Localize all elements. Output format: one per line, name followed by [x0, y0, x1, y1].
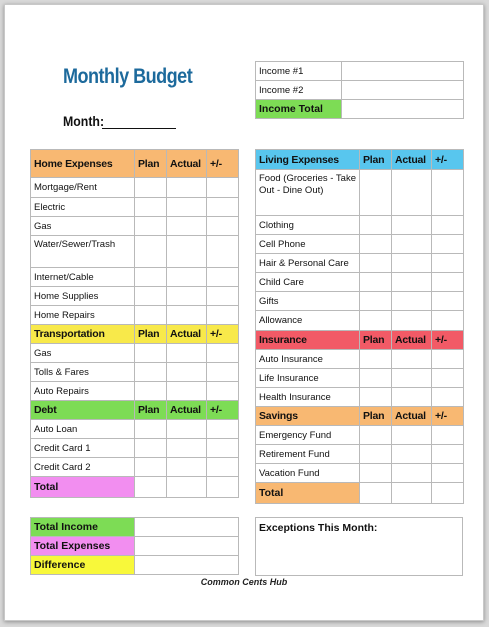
actual-cell[interactable] — [392, 235, 432, 254]
actual-cell[interactable] — [392, 170, 432, 216]
plan-cell[interactable] — [360, 483, 392, 504]
living-expenses-header — [256, 150, 464, 170]
row-label: Home Supplies — [31, 287, 135, 306]
table-row — [31, 198, 239, 217]
diff-cell[interactable] — [432, 273, 464, 292]
row-label: Credit Card 1 — [31, 439, 135, 458]
month-label: Month: — [63, 113, 105, 129]
diff-cell[interactable] — [207, 477, 239, 498]
actual-cell[interactable] — [392, 426, 432, 445]
row-label: Gas — [31, 344, 135, 363]
actual-header: Actual — [392, 407, 432, 426]
income-2-amount[interactable] — [342, 81, 464, 100]
plan-cell[interactable] — [135, 420, 167, 439]
diff-header: +/- — [207, 401, 239, 420]
actual-cell[interactable] — [392, 216, 432, 235]
diff-cell[interactable] — [207, 178, 239, 198]
diff-header: +/- — [207, 325, 239, 344]
actual-cell[interactable] — [167, 306, 207, 325]
table-row — [256, 311, 464, 331]
diff-cell[interactable] — [432, 292, 464, 311]
home-expenses-header — [31, 150, 239, 178]
actual-cell[interactable] — [167, 458, 207, 477]
summary-row — [31, 556, 239, 575]
plan-header: Plan — [360, 331, 392, 350]
summary-row — [31, 518, 239, 537]
diff-header: +/- — [432, 331, 464, 350]
actual-cell[interactable] — [392, 483, 432, 504]
table-row — [256, 273, 464, 292]
row-label: Credit Card 2 — [31, 458, 135, 477]
table-row — [31, 236, 239, 268]
row-label: Cell Phone — [256, 235, 360, 254]
income-total-row — [256, 100, 464, 119]
plan-cell[interactable] — [360, 464, 392, 483]
plan-cell[interactable] — [135, 458, 167, 477]
plan-cell[interactable] — [360, 254, 392, 273]
actual-cell[interactable] — [167, 217, 207, 236]
plan-cell[interactable] — [135, 178, 167, 198]
total-income-label: Total Income — [31, 518, 135, 537]
actual-cell[interactable] — [392, 445, 432, 464]
plan-cell[interactable] — [135, 363, 167, 382]
plan-cell[interactable] — [360, 292, 392, 311]
plan-cell[interactable] — [360, 273, 392, 292]
income-total-amount[interactable] — [342, 100, 464, 119]
actual-header: Actual — [392, 150, 432, 170]
plan-cell[interactable] — [135, 287, 167, 306]
transportation-label: Transportation — [31, 325, 135, 344]
table-row — [256, 426, 464, 445]
row-label: Auto Loan — [31, 420, 135, 439]
table-row — [256, 235, 464, 254]
actual-cell[interactable] — [392, 350, 432, 369]
actual-cell[interactable] — [167, 344, 207, 363]
plan-cell[interactable] — [135, 344, 167, 363]
diff-cell[interactable] — [432, 311, 464, 331]
diff-cell[interactable] — [432, 170, 464, 216]
diff-cell[interactable] — [207, 287, 239, 306]
savings-label: Savings — [256, 407, 360, 426]
plan-cell[interactable] — [360, 445, 392, 464]
actual-cell[interactable] — [392, 311, 432, 331]
table-row — [31, 420, 239, 439]
actual-cell[interactable] — [167, 198, 207, 217]
row-label: Tolls & Fares — [31, 363, 135, 382]
plan-header: Plan — [360, 407, 392, 426]
row-label: Auto Insurance — [256, 350, 360, 369]
actual-header: Actual — [167, 150, 207, 178]
table-row — [31, 287, 239, 306]
plan-cell[interactable] — [135, 439, 167, 458]
exceptions-box — [255, 517, 463, 576]
row-label: Hair & Personal Care — [256, 254, 360, 273]
income-total-label: Income Total — [256, 100, 342, 119]
diff-header: +/- — [432, 407, 464, 426]
plan-cell[interactable] — [360, 369, 392, 388]
row-label: Home Repairs — [31, 306, 135, 325]
table-row — [31, 344, 239, 363]
summary-row — [31, 537, 239, 556]
income-row — [256, 62, 464, 81]
plan-cell[interactable] — [135, 477, 167, 498]
plan-cell[interactable] — [135, 306, 167, 325]
savings-total-label: Total — [256, 483, 360, 504]
diff-cell[interactable] — [207, 439, 239, 458]
diff-header: +/- — [432, 150, 464, 170]
income-row — [256, 81, 464, 100]
plan-header: Plan — [135, 150, 167, 178]
diff-cell[interactable] — [432, 235, 464, 254]
table-row — [31, 363, 239, 382]
table-row — [31, 382, 239, 401]
exceptions-label[interactable]: Exceptions This Month: — [256, 518, 463, 576]
diff-cell[interactable] — [432, 216, 464, 235]
table-row — [31, 439, 239, 458]
plan-cell[interactable] — [360, 216, 392, 235]
row-label: Electric — [31, 198, 135, 217]
plan-cell[interactable] — [360, 388, 392, 407]
table-row — [256, 464, 464, 483]
table-row — [256, 445, 464, 464]
diff-cell[interactable] — [432, 483, 464, 504]
diff-cell[interactable] — [207, 217, 239, 236]
budget-page — [4, 4, 484, 621]
diff-cell[interactable] — [207, 268, 239, 287]
plan-cell[interactable] — [360, 311, 392, 331]
diff-cell[interactable] — [207, 382, 239, 401]
row-label: Water/Sewer/Trash — [31, 236, 135, 268]
row-label: Clothing — [256, 216, 360, 235]
plan-header: Plan — [135, 401, 167, 420]
actual-cell[interactable] — [167, 382, 207, 401]
row-label: Emergency Fund — [256, 426, 360, 445]
transportation-header — [31, 325, 239, 344]
diff-cell[interactable] — [207, 306, 239, 325]
actual-cell[interactable] — [167, 439, 207, 458]
diff-cell[interactable] — [207, 363, 239, 382]
plan-cell[interactable] — [135, 268, 167, 287]
debt-header — [31, 401, 239, 420]
row-label: Retirement Fund — [256, 445, 360, 464]
actual-cell[interactable] — [167, 178, 207, 198]
diff-cell[interactable] — [207, 198, 239, 217]
insurance-header — [256, 331, 464, 350]
diff-cell[interactable] — [432, 369, 464, 388]
row-label: Gifts — [256, 292, 360, 311]
income-1-amount[interactable] — [342, 62, 464, 81]
row-label: Gas — [31, 217, 135, 236]
table-row — [256, 254, 464, 273]
row-label: Internet/Cable — [31, 268, 135, 287]
diff-cell[interactable] — [432, 388, 464, 407]
actual-cell[interactable] — [392, 254, 432, 273]
table-row — [256, 292, 464, 311]
diff-header: +/- — [207, 150, 239, 178]
month-input-line[interactable] — [102, 128, 176, 129]
diff-cell[interactable] — [207, 458, 239, 477]
difference-value[interactable] — [135, 556, 239, 575]
table-row — [31, 306, 239, 325]
plan-header: Plan — [360, 150, 392, 170]
income-table — [255, 61, 464, 119]
actual-cell[interactable] — [167, 268, 207, 287]
table-row — [256, 369, 464, 388]
total-expenses-label: Total Expenses — [31, 537, 135, 556]
debt-total-row — [31, 477, 239, 498]
income-2-label: Income #2 — [256, 81, 342, 100]
summary-table — [30, 517, 239, 575]
plan-cell[interactable] — [135, 217, 167, 236]
home-expenses-label: Home Expenses — [31, 150, 135, 178]
row-label: Food (Groceries - Take Out - Dine Out) — [256, 170, 360, 216]
debt-label: Debt — [31, 401, 135, 420]
actual-cell[interactable] — [167, 287, 207, 306]
debt-total-label: Total — [31, 477, 135, 498]
left-budget-table — [30, 149, 239, 498]
living-expenses-label: Living Expenses — [256, 150, 360, 170]
table-row — [31, 268, 239, 287]
actual-cell[interactable] — [392, 292, 432, 311]
diff-cell[interactable] — [432, 445, 464, 464]
row-label: Mortgage/Rent — [31, 178, 135, 198]
actual-cell[interactable] — [392, 369, 432, 388]
diff-cell[interactable] — [207, 420, 239, 439]
actual-header: Actual — [167, 401, 207, 420]
total-income-value[interactable] — [135, 518, 239, 537]
row-label: Allowance — [256, 311, 360, 331]
row-label: Vacation Fund — [256, 464, 360, 483]
actual-header: Actual — [167, 325, 207, 344]
table-row — [256, 350, 464, 369]
diff-cell[interactable] — [432, 254, 464, 273]
plan-cell[interactable] — [360, 170, 392, 216]
actual-cell[interactable] — [167, 236, 207, 268]
diff-cell[interactable] — [432, 464, 464, 483]
actual-cell[interactable] — [392, 273, 432, 292]
difference-label: Difference — [31, 556, 135, 575]
actual-cell[interactable] — [392, 388, 432, 407]
plan-cell[interactable] — [360, 426, 392, 445]
table-row — [31, 178, 239, 198]
page-title: Monthly Budget — [63, 65, 193, 88]
table-row — [256, 388, 464, 407]
diff-cell[interactable] — [432, 426, 464, 445]
right-budget-table — [255, 149, 464, 504]
plan-cell[interactable] — [135, 382, 167, 401]
insurance-label: Insurance — [256, 331, 360, 350]
income-1-label: Income #1 — [256, 62, 342, 81]
actual-header: Actual — [392, 331, 432, 350]
plan-cell[interactable] — [360, 350, 392, 369]
row-label: Child Care — [256, 273, 360, 292]
plan-cell[interactable] — [135, 198, 167, 217]
savings-header — [256, 407, 464, 426]
table-row — [256, 216, 464, 235]
row-label: Auto Repairs — [31, 382, 135, 401]
actual-cell[interactable] — [167, 420, 207, 439]
diff-cell[interactable] — [207, 344, 239, 363]
diff-cell[interactable] — [207, 236, 239, 268]
actual-cell[interactable] — [167, 363, 207, 382]
plan-cell[interactable] — [360, 235, 392, 254]
actual-cell[interactable] — [392, 464, 432, 483]
total-expenses-value[interactable] — [135, 537, 239, 556]
diff-cell[interactable] — [432, 350, 464, 369]
actual-cell[interactable] — [167, 477, 207, 498]
plan-header: Plan — [135, 325, 167, 344]
footer-brand: Common Cents Hub — [200, 577, 288, 587]
row-label: Health Insurance — [256, 388, 360, 407]
row-label: Life Insurance — [256, 369, 360, 388]
table-row — [31, 217, 239, 236]
plan-cell[interactable] — [135, 236, 167, 268]
table-row — [31, 458, 239, 477]
table-row — [256, 170, 464, 216]
savings-total-row — [256, 483, 464, 504]
